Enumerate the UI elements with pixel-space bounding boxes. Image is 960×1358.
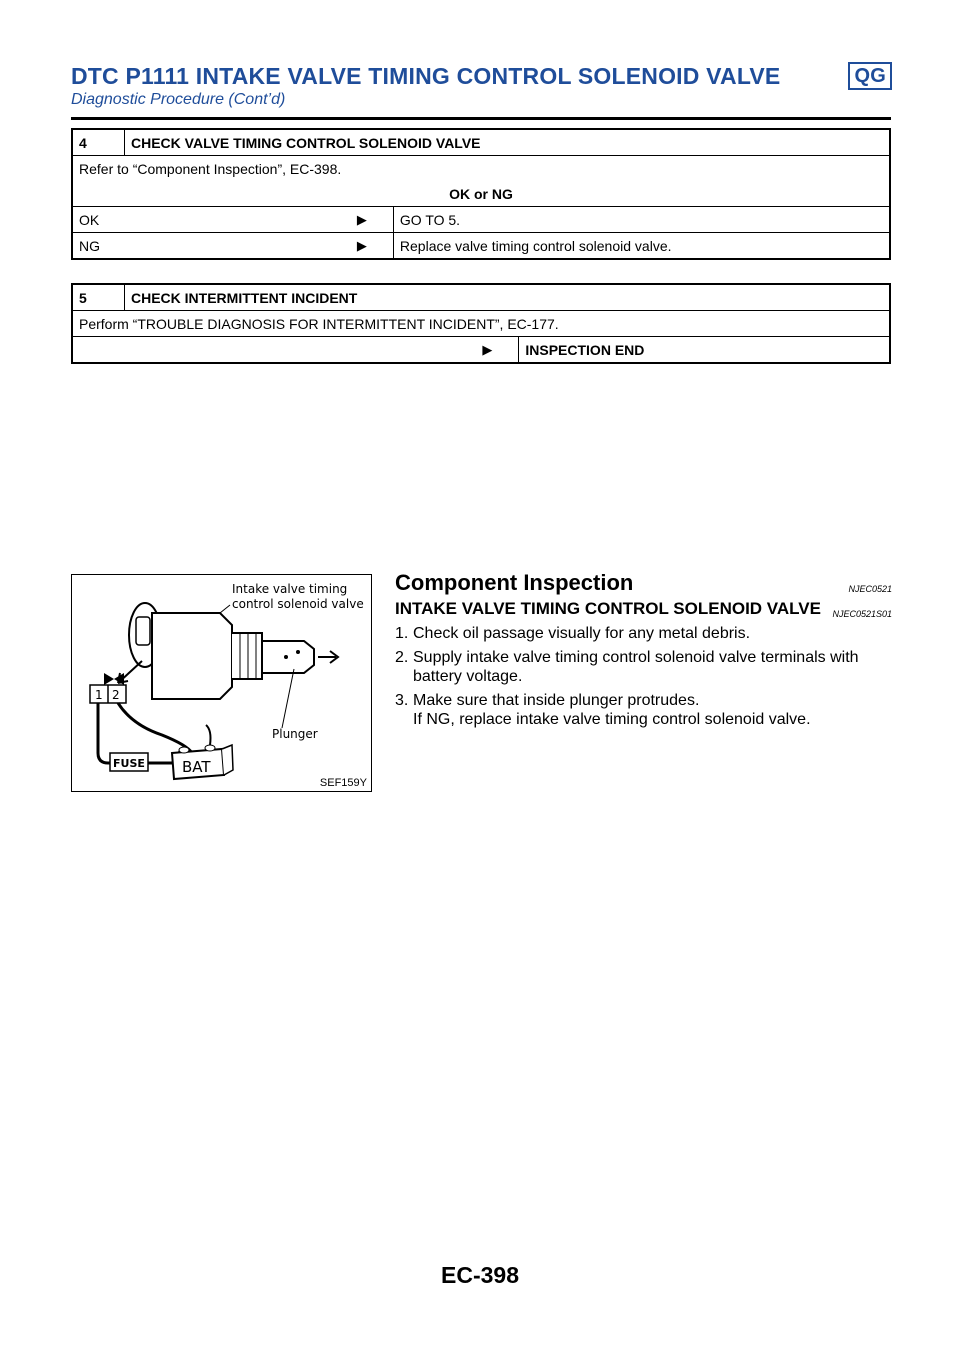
step-5-table <box>71 283 891 364</box>
step-5-number: 5 <box>72 284 125 311</box>
arrow-right-icon: ▶ <box>456 337 519 364</box>
ng-note: If NG, replace intake valve timing control solenoid valve. <box>413 711 811 728</box>
svg-text:1: 1 <box>95 688 103 702</box>
step-4-instruction: Refer to “Component Inspection”, EC-398. <box>72 156 890 182</box>
page-subtitle: Diagnostic Procedure (Cont’d) <box>71 91 286 108</box>
step-4-number: 4 <box>72 129 125 156</box>
solenoid-valve-diagram <box>72 575 371 791</box>
page-title <box>71 62 892 90</box>
step-5-result: INSPECTION END <box>519 337 890 364</box>
plunger-arrow-icon <box>318 651 338 663</box>
section-title: Component Inspection NJEC0521 <box>395 570 892 595</box>
arrow-right-icon: ▶ <box>331 233 394 260</box>
plunger-label: Plunger <box>272 727 318 741</box>
list-item: 3. Make sure that inside plunger protrudes. <box>395 692 700 709</box>
list-item: 1. Check oil passage visually for any metal debris. <box>395 625 751 642</box>
inspection-steps <box>395 624 892 729</box>
step-4-title: CHECK VALVE TIMING CONTROL SOLENOID VALVE <box>125 129 891 156</box>
step-4-question: OK or NG <box>72 181 890 207</box>
svg-text:2: 2 <box>112 688 120 702</box>
step-5-title: CHECK INTERMITTENT INCIDENT <box>125 284 891 311</box>
result-ng-condition: NG <box>72 233 331 260</box>
callout-line-1: Intake valve timing <box>232 582 348 596</box>
section-subtitle: INTAKE VALVE TIMING CONTROL SOLENOID VALVE NJEC0521S01 <box>395 599 892 619</box>
result-ok-action: GO TO 5. <box>393 207 890 233</box>
subsection-code: NJEC0521S01 <box>832 609 892 619</box>
svg-text:BAT: BAT <box>182 758 211 776</box>
result-row-ng <box>72 233 890 260</box>
svg-text:FUSE: FUSE <box>113 757 145 770</box>
figure-id: SEF159Y <box>319 777 367 789</box>
valve-body <box>152 613 232 699</box>
page-title-text: DTC P1111 INTAKE VALVE TIMING CONTROL SOLENOID VALVE <box>71 62 781 89</box>
result-row-ok <box>72 207 890 233</box>
arrow-right-icon: ▶ <box>331 207 394 233</box>
step-5-instruction: Perform “TROUBLE DIAGNOSIS FOR INTERMITTENT INCIDENT”, EC-177. <box>72 311 890 337</box>
component-inspection-section <box>395 570 892 729</box>
solenoid-valve-figure <box>71 574 372 792</box>
result-ok-condition: OK <box>72 207 331 233</box>
page-header <box>71 62 892 109</box>
callout-line-2: control solenoid valve <box>232 597 364 611</box>
section-code: NJEC0521 <box>848 584 892 594</box>
engine-badge: QG <box>848 62 892 90</box>
header-divider <box>71 117 891 120</box>
step-4-table <box>71 128 891 260</box>
result-ng-action: Replace valve timing control solenoid valve. <box>393 233 890 260</box>
page-number: EC-398 <box>441 1262 519 1288</box>
list-item: 2. Supply intake valve timing control solenoid valve terminals with battery voltage. <box>395 649 859 685</box>
